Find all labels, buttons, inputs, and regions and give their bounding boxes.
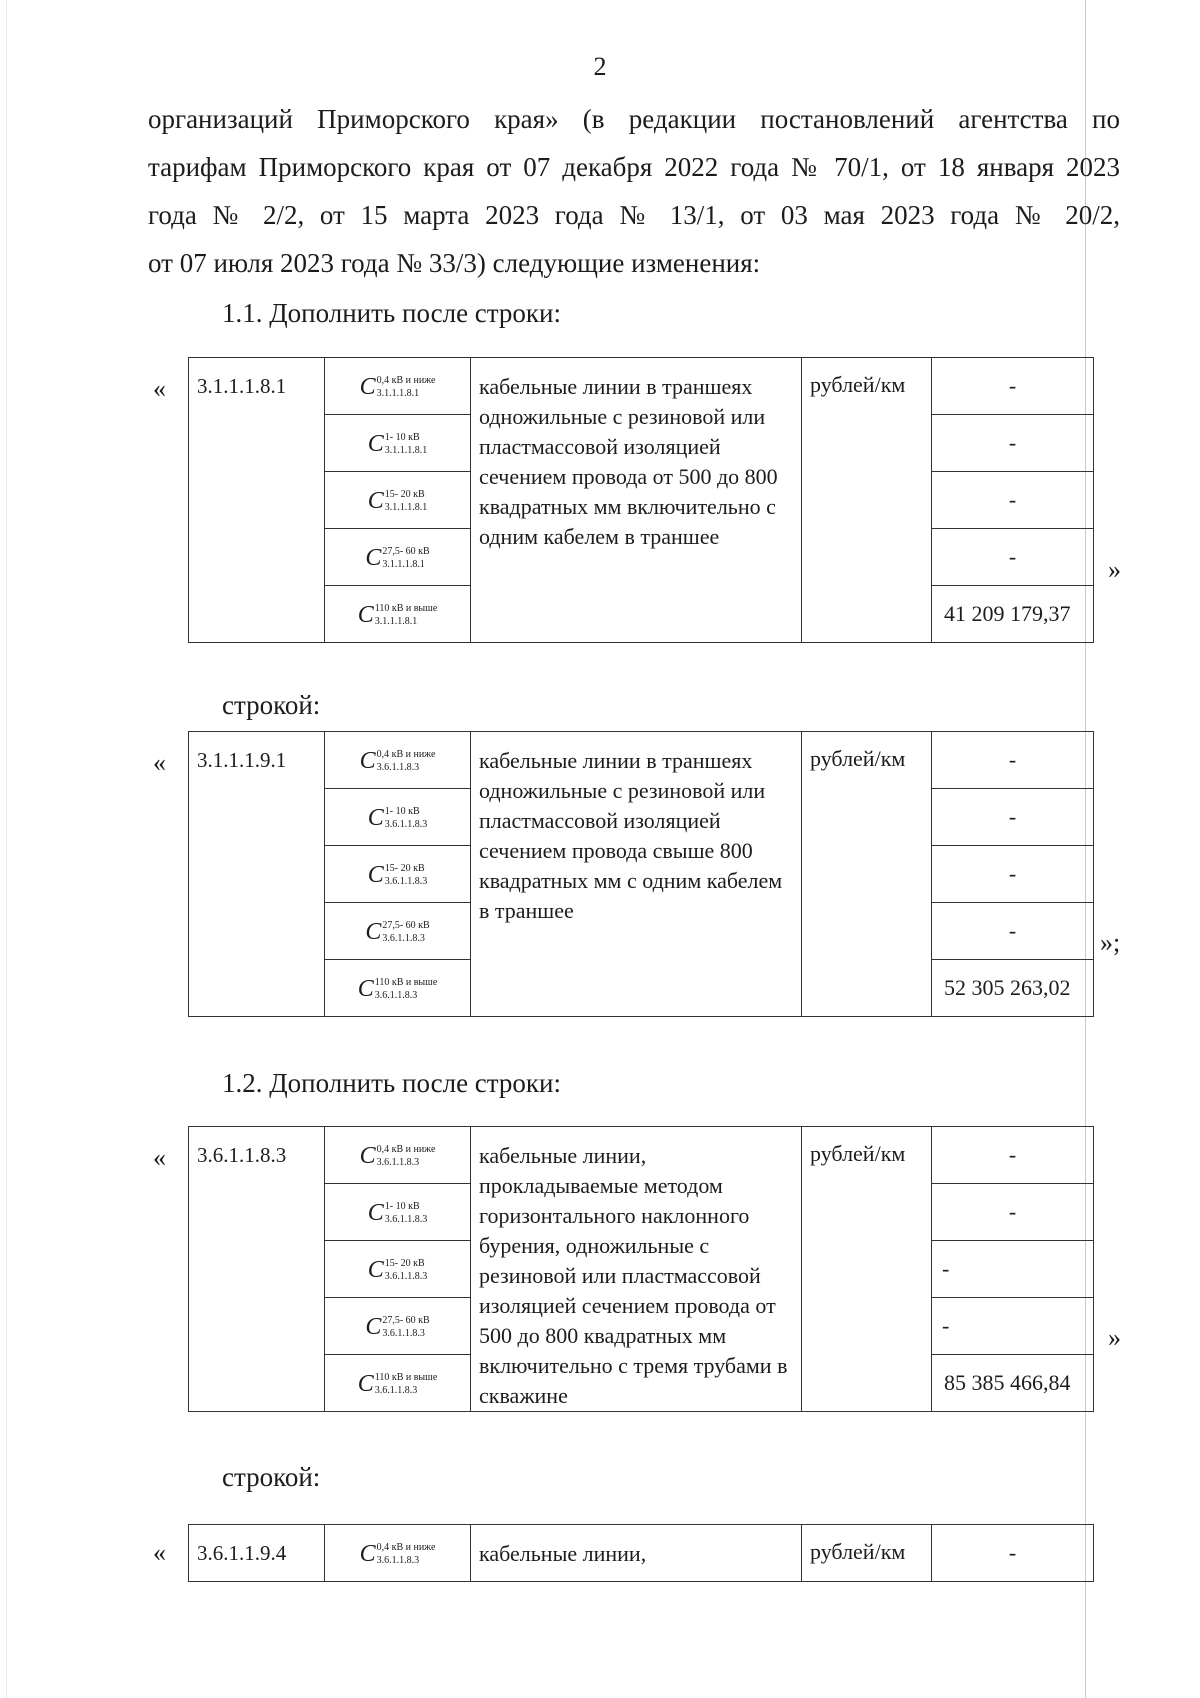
tariff-symbol-cell: [325, 415, 471, 472]
tariff-value: -: [932, 415, 1094, 472]
stroka-label: строкой:: [222, 1462, 321, 1492]
section-heading-1-1: 1.1. Дополнить после строки:: [222, 298, 561, 328]
tariff-symbol-cell: [325, 1298, 471, 1355]
tariff-value: 85 385 466,84: [932, 1355, 1094, 1412]
voltage-superscript: 27,5- 60 кВ: [382, 1314, 430, 1326]
code-subscript: 3.1.1.1.8.1: [384, 501, 428, 513]
voltage-superscript: 15- 20 кВ: [384, 862, 425, 874]
voltage-superscript: 15- 20 кВ: [384, 488, 425, 500]
close-quote: »: [1108, 555, 1121, 584]
row-code: 3.6.1.1.9.4: [189, 1525, 325, 1582]
code-subscript: 3.1.1.1.8.1: [376, 387, 420, 399]
row-description: кабельные линии,: [471, 1525, 802, 1582]
table-row: [189, 358, 1094, 415]
tariff-value: -: [932, 732, 1094, 789]
voltage-superscript: 1- 10 кВ: [384, 805, 420, 817]
close-quote: »: [1108, 1323, 1121, 1352]
tariff-value: 41 209 179,37: [932, 586, 1094, 643]
code-subscript: 3.1.1.1.8.1: [382, 558, 425, 570]
open-quote: «: [153, 1538, 166, 1567]
tariff-value: 52 305 263,02: [932, 960, 1094, 1017]
tariff-value: -: [932, 1298, 1094, 1355]
open-quote: «: [153, 1143, 166, 1172]
tariff-symbol: C: [359, 748, 376, 775]
tariff-symbol-cell: [325, 789, 471, 846]
tariff-table-1: [188, 357, 1094, 643]
tariff-symbol-cell: [325, 586, 471, 643]
row-description: кабельные линии, прокладываемые методом горизонтального наклонного бурения, одножильные с резиновой или пластмассовой изоляцией сечением провода от 500 до 800 квадратных мм включительно с тремя трубами в скважине: [471, 1127, 802, 1412]
tariff-symbol-cell: [325, 1184, 471, 1241]
code-subscript: 3.6.1.1.8.3: [384, 1270, 428, 1282]
tariff-symbol-cell: [325, 1355, 471, 1412]
code-subscript: 3.6.1.1.8.3: [384, 1213, 428, 1225]
tariff-symbol-cell: [325, 960, 471, 1017]
tariff-symbol: C: [367, 431, 384, 458]
intro-line: организаций Приморского края» (в редакции постановлений агентства по: [148, 104, 1120, 134]
voltage-superscript: 27,5- 60 кВ: [382, 919, 430, 931]
voltage-superscript: 27,5- 60 кВ: [382, 545, 430, 557]
voltage-superscript: 110 кВ и выше: [374, 1371, 438, 1383]
voltage-superscript: 110 кВ и выше: [374, 976, 438, 988]
tariff-table-2: [188, 731, 1094, 1017]
tariff-symbol-cell: [325, 846, 471, 903]
code-subscript: 3.6.1.1.8.3: [384, 818, 428, 830]
row-unit: рублей/км: [802, 1127, 932, 1412]
table-row: [189, 1127, 1094, 1184]
page-number: 2: [593, 52, 607, 81]
tariff-value: -: [932, 1241, 1094, 1298]
section-heading-1-2: 1.2. Дополнить после строки:: [222, 1068, 561, 1098]
stroka-label: строкой:: [222, 690, 321, 720]
tariff-symbol-cell: [325, 1241, 471, 1298]
intro-line: года № 2/2, от 15 марта 2023 года № 13/1, от 03 мая 2023 года № 20/2,: [148, 200, 1120, 230]
voltage-superscript: 1- 10 кВ: [384, 431, 420, 443]
tariff-table-3: [188, 1126, 1094, 1412]
tariff-value: -: [932, 1184, 1094, 1241]
table-row: [189, 732, 1094, 789]
tariff-symbol: C: [357, 602, 374, 629]
voltage-superscript: 15- 20 кВ: [384, 1257, 425, 1269]
tariff-symbol-cell: [325, 732, 471, 789]
tariff-symbol: C: [365, 1314, 382, 1341]
tariff-symbol: C: [357, 1371, 374, 1398]
code-subscript: 3.6.1.1.8.3: [384, 875, 428, 887]
tariff-symbol: C: [359, 1143, 376, 1170]
tariff-symbol: C: [367, 805, 384, 832]
close-quote: »;: [1100, 928, 1121, 957]
tariff-symbol: C: [359, 374, 376, 401]
tariff-symbol: C: [367, 488, 384, 515]
open-quote: «: [153, 748, 166, 777]
tariff-symbol-cell: [325, 358, 471, 415]
tariff-symbol-cell: [325, 903, 471, 960]
code-subscript: 3.6.1.1.8.3: [374, 1384, 418, 1396]
intro-line: от 07 июля 2023 года № 33/3) следующие изменения:: [148, 248, 761, 278]
row-unit: рублей/км: [802, 358, 932, 643]
row-code: 3.1.1.1.8.1: [189, 358, 325, 643]
row-description: кабельные линии в траншеях одножильные с резиновой или пластмассовой изоляцией сечением провода от 500 до 800 квадратных мм включительно с одним кабелем в траншее: [471, 358, 802, 643]
row-code: 3.1.1.1.9.1: [189, 732, 325, 1017]
tariff-symbol-cell: [325, 1127, 471, 1184]
voltage-superscript: 0,4 кВ и ниже: [376, 1541, 436, 1553]
code-subscript: 3.6.1.1.8.3: [382, 1327, 425, 1339]
open-quote: «: [153, 374, 166, 403]
voltage-superscript: 0,4 кВ и ниже: [376, 748, 436, 760]
code-subscript: 3.1.1.1.8.1: [374, 615, 418, 627]
row-unit: рублей/км: [802, 732, 932, 1017]
tariff-value: -: [932, 903, 1094, 960]
voltage-superscript: 1- 10 кВ: [384, 1200, 420, 1212]
scan-edge-line: [6, 0, 7, 1698]
tariff-value: -: [932, 846, 1094, 903]
row-description: кабельные линии в траншеях одножильные с резиновой или пластмассовой изоляцией сечением провода свыше 800 квадратных мм с одним кабелем в траншее: [471, 732, 802, 1017]
tariff-symbol-cell: [325, 472, 471, 529]
code-subscript: 3.6.1.1.8.3: [374, 989, 418, 1001]
intro-line: тарифам Приморского края от 07 декабря 2022 года № 70/1, от 18 января 2023: [148, 152, 1120, 182]
tariff-symbol: C: [365, 919, 382, 946]
code-subscript: 3.6.1.1.8.3: [376, 1554, 420, 1566]
tariff-table-4: [188, 1524, 1094, 1582]
tariff-symbol: C: [357, 976, 374, 1003]
table-row: [189, 1525, 1094, 1582]
voltage-superscript: 0,4 кВ и ниже: [376, 374, 436, 386]
tariff-value: -: [932, 529, 1094, 586]
row-code: 3.6.1.1.8.3: [189, 1127, 325, 1412]
row-unit: рублей/км: [802, 1525, 932, 1582]
voltage-superscript: 110 кВ и выше: [374, 602, 438, 614]
tariff-value: -: [932, 1525, 1094, 1582]
voltage-superscript: 0,4 кВ и ниже: [376, 1143, 436, 1155]
tariff-symbol: C: [367, 1257, 384, 1284]
tariff-value: -: [932, 789, 1094, 846]
tariff-symbol-cell: [325, 1525, 471, 1582]
code-subscript: 3.6.1.1.8.3: [376, 761, 420, 773]
intro-paragraph: [148, 95, 1120, 287]
tariff-value: -: [932, 358, 1094, 415]
code-subscript: 3.1.1.1.8.1: [384, 444, 428, 456]
tariff-symbol: C: [367, 1200, 384, 1227]
tariff-value: -: [932, 1127, 1094, 1184]
tariff-symbol-cell: [325, 529, 471, 586]
tariff-symbol: C: [359, 1541, 376, 1568]
code-subscript: 3.6.1.1.8.3: [382, 932, 425, 944]
tariff-symbol: C: [365, 545, 382, 572]
tariff-symbol: C: [367, 862, 384, 889]
tariff-value: -: [932, 472, 1094, 529]
code-subscript: 3.6.1.1.8.3: [376, 1156, 420, 1168]
